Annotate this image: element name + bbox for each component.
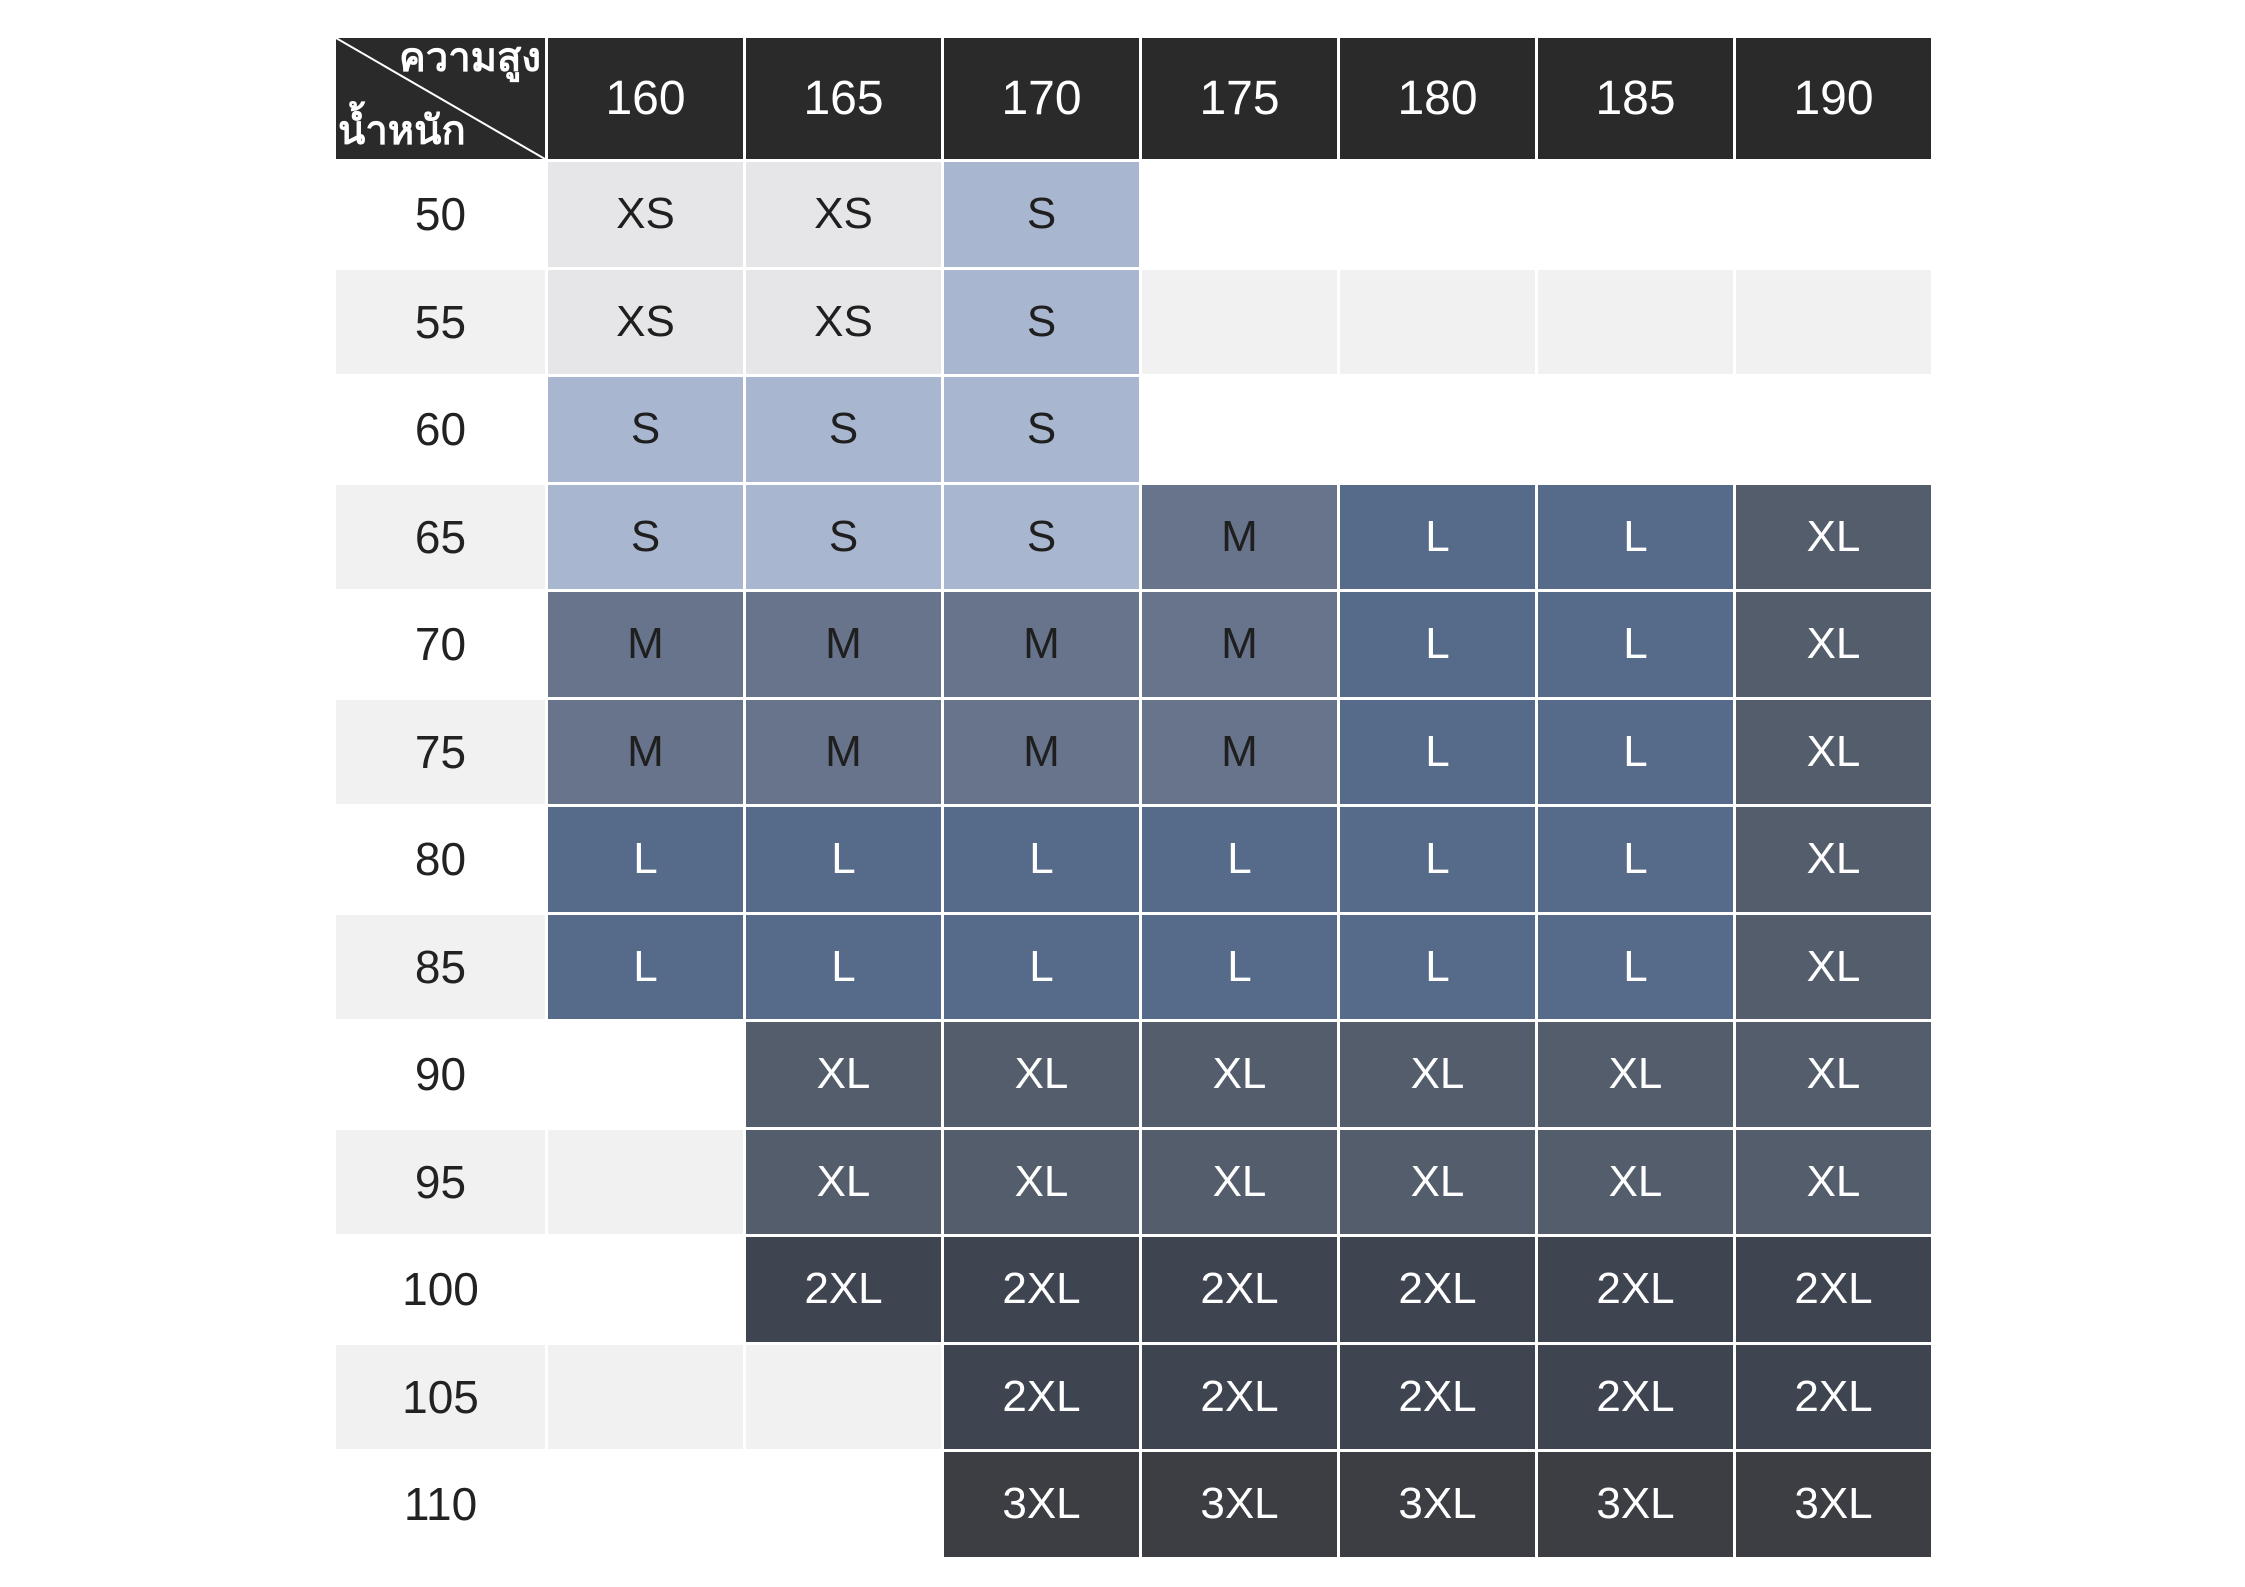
size-cell: XS [548,162,743,267]
size-cell: XL [1736,485,1931,590]
size-cell: 2XL [1538,1237,1733,1342]
size-cell: XS [746,270,941,375]
size-cell: XL [1340,1130,1535,1235]
size-cell: XL [1142,1022,1337,1127]
size-cell: L [1340,592,1535,697]
size-cell: L [1538,700,1733,805]
weight-label-65: 65 [336,485,545,590]
weight-label-75: 75 [336,700,545,805]
size-cell: 2XL [1340,1345,1535,1450]
size-cell: S [944,377,1139,482]
weight-axis-label: น้ำหนัก [338,109,466,153]
corner-header [336,38,545,159]
empty-cell [1340,377,1535,482]
size-cell: M [1142,592,1337,697]
size-cell: L [944,915,1139,1020]
empty-cell [746,1345,941,1450]
size-cell: 3XL [1340,1452,1535,1557]
size-cell: XL [1538,1022,1733,1127]
weight-label-55: 55 [336,270,545,375]
size-cell: 2XL [1142,1237,1337,1342]
height-header-180: 180 [1340,38,1535,159]
weight-label-70: 70 [336,592,545,697]
size-cell: XL [746,1130,941,1235]
weight-label-95: 95 [336,1130,545,1235]
weight-label-100: 100 [336,1237,545,1342]
height-header-160: 160 [548,38,743,159]
size-cell: XS [548,270,743,375]
size-cell: L [1538,807,1733,912]
size-cell: L [1340,485,1535,590]
size-cell: M [746,592,941,697]
size-cell: 2XL [746,1237,941,1342]
empty-cell [548,1130,743,1235]
height-header-185: 185 [1538,38,1733,159]
size-cell: L [1340,915,1535,1020]
size-cell: XL [1736,1022,1931,1127]
empty-cell [1736,162,1931,267]
empty-cell [548,1345,743,1450]
size-cell: 2XL [1736,1345,1931,1450]
empty-cell [1340,162,1535,267]
weight-label-105: 105 [336,1345,545,1450]
size-cell: L [1538,592,1733,697]
size-cell: XL [1142,1130,1337,1235]
size-cell: 3XL [1142,1452,1337,1557]
empty-cell [746,1452,941,1557]
height-axis-label: ความสูง [399,38,541,80]
size-chart-table [336,38,1918,1559]
size-cell: S [944,162,1139,267]
size-cell: L [1340,700,1535,805]
size-cell: 2XL [1340,1237,1535,1342]
size-cell: M [944,700,1139,805]
size-cell: M [944,592,1139,697]
size-cell: 2XL [1538,1345,1733,1450]
size-cell: S [944,270,1139,375]
size-cell: M [1142,700,1337,805]
size-cell: 3XL [1736,1452,1931,1557]
size-cell: L [746,807,941,912]
size-cell: L [1142,915,1337,1020]
size-cell: XL [1340,1022,1535,1127]
empty-cell [548,1022,743,1127]
height-header-170: 170 [944,38,1139,159]
size-cell: S [548,377,743,482]
size-cell: L [1142,807,1337,912]
size-cell: 3XL [1538,1452,1733,1557]
empty-cell [1142,270,1337,375]
size-cell: XS [746,162,941,267]
size-cell: S [944,485,1139,590]
size-cell: L [1538,485,1733,590]
size-cell: L [548,915,743,1020]
size-cell: L [944,807,1139,912]
empty-cell [1142,377,1337,482]
empty-cell [1538,162,1733,267]
empty-cell [1538,377,1733,482]
size-cell: XL [1736,592,1931,697]
empty-cell [548,1452,743,1557]
size-cell: XL [1736,700,1931,805]
empty-cell [1736,377,1931,482]
height-header-175: 175 [1142,38,1337,159]
weight-label-85: 85 [336,915,545,1020]
size-cell: M [548,592,743,697]
height-header-190: 190 [1736,38,1931,159]
size-cell: S [548,485,743,590]
size-cell: 2XL [1736,1237,1931,1342]
size-cell: 2XL [944,1237,1139,1342]
size-cell: M [1142,485,1337,590]
size-cell: L [746,915,941,1020]
weight-label-50: 50 [336,162,545,267]
size-cell: S [746,377,941,482]
weight-label-60: 60 [336,377,545,482]
empty-cell [1736,270,1931,375]
size-cell: XL [746,1022,941,1127]
size-cell: XL [944,1022,1139,1127]
size-cell: XL [1736,807,1931,912]
size-cell: 2XL [944,1345,1139,1450]
size-cell: L [1340,807,1535,912]
size-cell: XL [944,1130,1139,1235]
size-cell: L [1538,915,1733,1020]
size-cell: 2XL [1142,1345,1337,1450]
weight-label-90: 90 [336,1022,545,1127]
size-cell: 3XL [944,1452,1139,1557]
empty-cell [548,1237,743,1342]
size-cell: XL [1538,1130,1733,1235]
height-header-165: 165 [746,38,941,159]
size-cell: XL [1736,1130,1931,1235]
size-cell: M [746,700,941,805]
empty-cell [1142,162,1337,267]
empty-cell [1538,270,1733,375]
size-cell: M [548,700,743,805]
size-cell: S [746,485,941,590]
weight-label-110: 110 [336,1452,545,1557]
size-cell: XL [1736,915,1931,1020]
weight-label-80: 80 [336,807,545,912]
empty-cell [1340,270,1535,375]
size-cell: L [548,807,743,912]
